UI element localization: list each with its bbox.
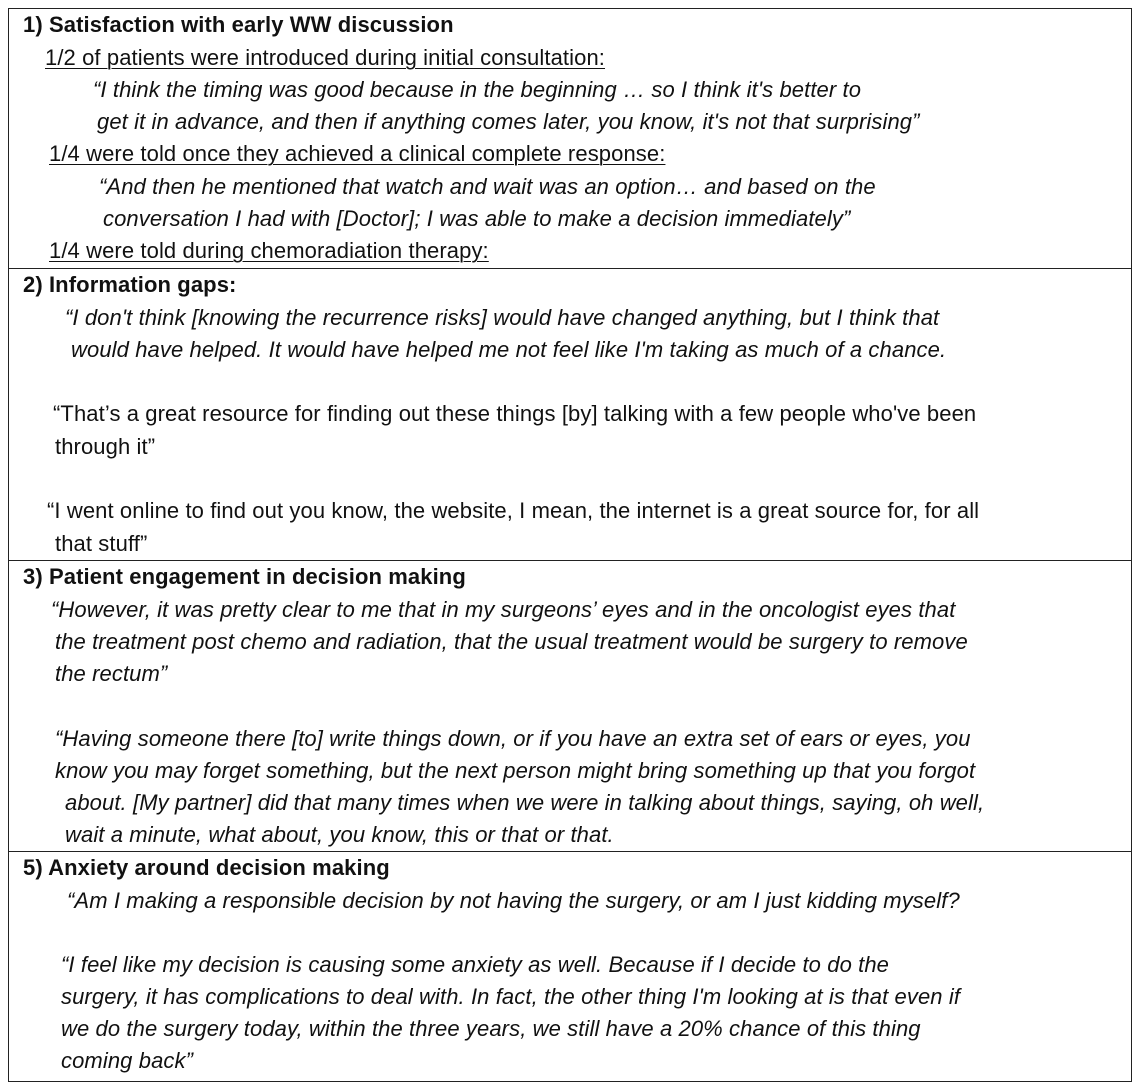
quote-line: “I don't think [knowing the recurrence risks] would have changed anything, but I think that [65, 305, 940, 330]
section-anxiety [9, 852, 1131, 1081]
quote-line: we do the surgery today, within the three years, we still have a 20% chance of this thing [61, 1016, 921, 1041]
quote-line: would have helped. It would have helped me not feel like I'm taking as much of a chance. [71, 337, 947, 362]
subheading: 1/4 were told once they achieved a clinical complete response: [49, 141, 666, 166]
subheading: 1/4 were told during chemoradiation therapy: [49, 238, 489, 263]
section-heading: 3) Patient engagement in decision making [23, 564, 466, 589]
themes-table [8, 8, 1132, 1082]
quote-line: “I feel like my decision is causing some anxiety as well. Because if I decide to do the [61, 952, 889, 977]
quote-line: about. [My partner] did that many times when we were in talking about things, saying, oh well, [65, 790, 985, 815]
section-satisfaction [9, 9, 1131, 269]
section-patient-engagement [9, 561, 1131, 852]
quote-line: know you may forget something, but the next person might bring something up that you forgot [55, 758, 976, 783]
section-heading: 2) Information gaps: [23, 272, 237, 297]
quote-line: wait a minute, what about, you know, this or that or that. [65, 822, 614, 847]
section-information-gaps [9, 269, 1131, 561]
quote-line: “However, it was pretty clear to me that in my surgeons’ eyes and in the oncologist eyes that [51, 597, 956, 622]
quote-line: “That’s a great resource for finding out these things [by] talking with a few people who've been [53, 401, 977, 426]
quote-line: coming back” [61, 1048, 194, 1073]
quote-line: get it in advance, and then if anything comes later, you know, it's not that surprising” [97, 109, 920, 134]
quote-line: “I think the timing was good because in the beginning … so I think it's better to [93, 77, 862, 102]
quote-line: conversation I had with [Doctor]; I was able to make a decision immediately” [103, 206, 851, 231]
section-heading: 1) Satisfaction with early WW discussion [23, 12, 454, 37]
quote-line: “And then he mentioned that watch and wait was an option… and based on the [99, 174, 876, 199]
quote-line: the treatment post chemo and radiation, that the usual treatment would be surgery to remove [55, 629, 968, 654]
quote-line: that stuff” [55, 531, 148, 556]
quote-line: through it” [55, 434, 156, 459]
subheading: 1/2 of patients were introduced during initial consultation: [45, 45, 606, 70]
quote-line: surgery, it has complications to deal with. In fact, the other thing I'm looking at is that even if [61, 984, 961, 1009]
section-heading: 5) Anxiety around decision making [23, 855, 390, 880]
quote-line: the rectum” [55, 661, 168, 686]
quote-line: “Am I making a responsible decision by not having the surgery, or am I just kidding myself? [67, 888, 960, 913]
quote-line: “Having someone there [to] write things down, or if you have an extra set of ears or eyes, you [55, 726, 971, 751]
quote-line: “I went online to find out you know, the website, I mean, the internet is a great source for, for all [47, 498, 980, 523]
